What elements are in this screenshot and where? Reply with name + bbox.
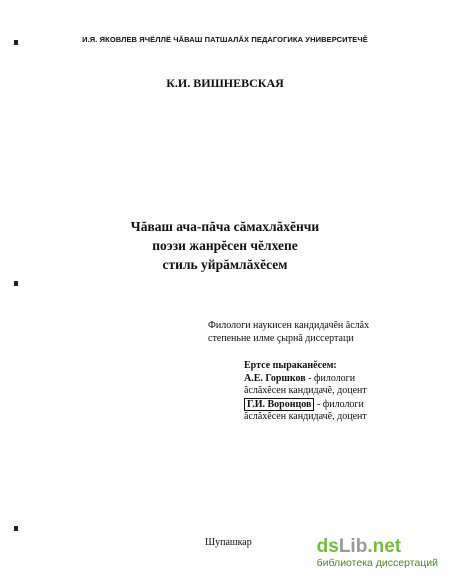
degree-line-2: степеньне илме çырнă диссертаци [208,333,354,344]
supervisors-block [244,360,367,424]
scan-mark-bottom [14,526,18,531]
title-line-3: стиль уйрăмлăхĕсем [162,257,288,272]
supervisor-2-name: Г.И. Воронцов [244,398,314,411]
supervisor-2-role-line-2: ăслăхĕсен кандидачĕ, доцент [244,411,367,422]
title-line-1: Чăваш ача-пăча сăмахлăхĕнчи [130,219,320,234]
author-name: К.И. ВИШНЕВСКАЯ [166,76,284,90]
supervisor-1-role: - филологи [305,372,356,384]
degree-line-1: Филологи наукисен кандидачĕн ăслăх [208,320,370,331]
dslib-logo [317,537,438,557]
supervisor-2-role: - филологи [314,398,364,410]
supervisor-1 [244,373,367,386]
logo-ds: ds [316,536,339,557]
organization-header: И.Я. ЯКОВЛЕВ ЯЧЁЛЛЁ ЧĂВАШ ПАТШАЛĂХ ПЕДАГОГИКА УНИВЕРСИТЕЧĚ [82,35,368,44]
supervisor-1-role-line-2: ăслăхĕсен кандидачĕ, доцент [244,385,367,396]
logo-lib: Lib [338,536,368,557]
dslib-watermark[interactable] [317,537,438,570]
scan-mark-middle [14,281,18,286]
city-name: Шупашкар [205,537,252,548]
degree-statement [208,319,369,345]
supervisor-2 [244,398,367,412]
dissertation-title [0,217,450,274]
logo-net: .net [367,536,402,557]
dslib-subtitle: библиотека диссертаций [316,557,438,569]
supervisor-1-name: А.Е. Горшков [244,372,306,384]
title-line-2: поэзи жанрĕсен чĕлхепе [152,238,298,253]
supervisors-heading: Ертсе пыраканĕсем: [244,360,337,371]
